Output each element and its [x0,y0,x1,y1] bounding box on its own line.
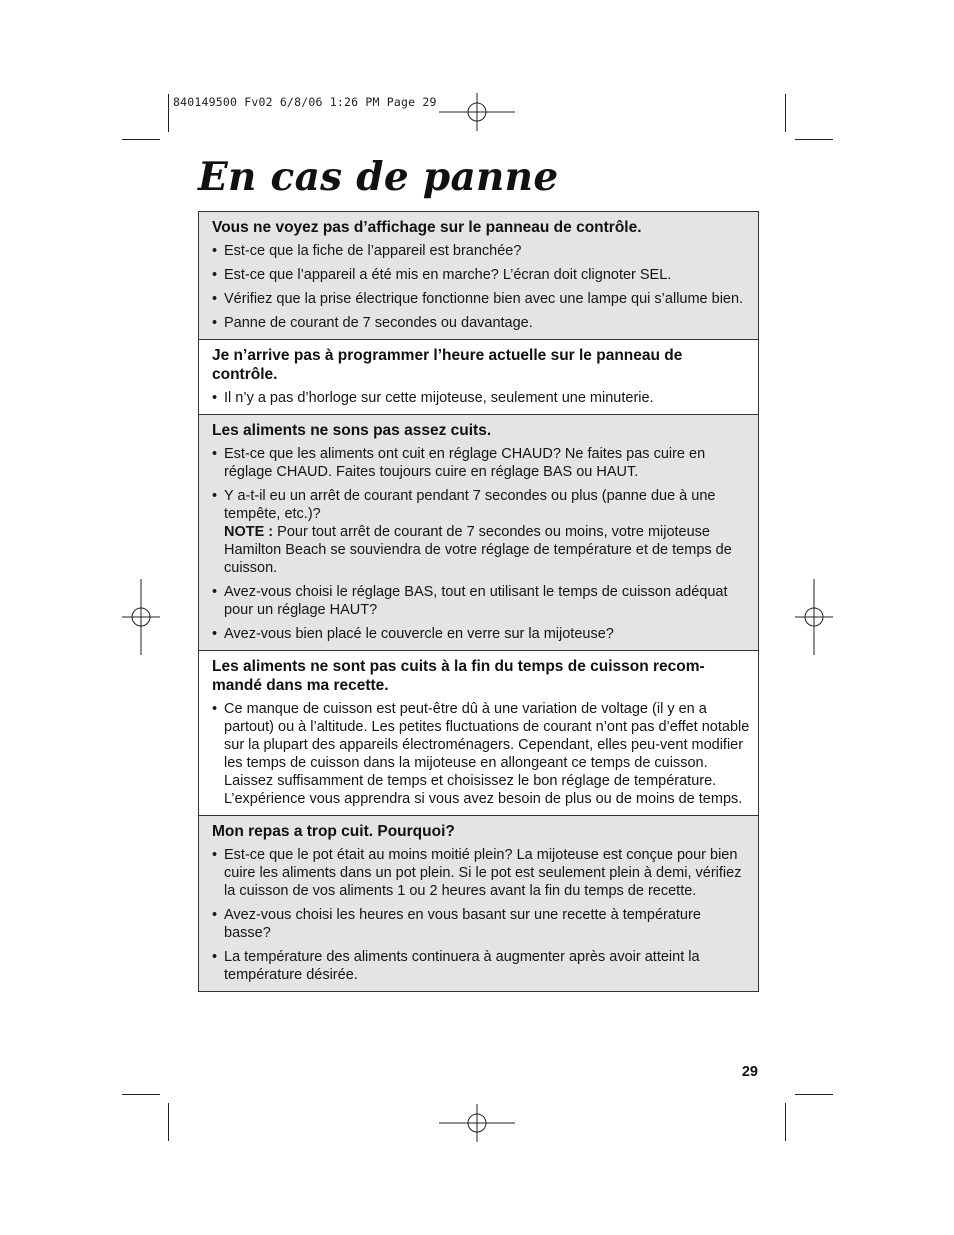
crop-mark [785,94,786,132]
list-item [212,625,750,643]
troubleshooting-table [198,211,759,992]
bullet-icon: • [212,907,218,923]
list-item [212,906,750,942]
list-item [212,266,750,284]
list-item-text: Est-ce que les aliments ont cuit en réglage CHAUD? Ne faites pas cuire en réglage CHAUD. Faites toujours cuire en réglage BAS ou HAUT. [224,446,706,480]
list-item-text: Avez-vous bien placé le couvercle en verre sur la mijoteuse? [224,626,614,642]
list-item-text: Ce manque de cuisson est peut-être dû à une variation de voltage (il y en a partout) ou à l’altitude. Les petites fluctuations de courant n’ont pas d’effet notable sur la plupart des appareils électroménagers. Cependant, elles peu-vent modifier les temps de cuisson dans la mijoteuse en allongeant ce temps de cuisson. Laissez suffisamment de temps et choisissez le bon réglage de température. L’expérience vous apprendra si vous avez besoin de plus ou de moins de temps. [224,701,750,807]
registration-mark-icon [795,579,833,655]
bullet-list [212,846,750,984]
crop-mark [122,1094,160,1095]
bullet-icon: • [212,315,218,331]
list-item [212,583,750,619]
list-item [212,242,750,260]
note [224,523,750,577]
crop-mark [168,1103,169,1141]
list-item [212,700,750,808]
bullet-list [212,700,750,808]
registration-mark-icon [122,579,160,655]
bullet-icon: • [212,243,218,259]
troubleshooting-section [199,414,758,650]
crop-mark [785,1103,786,1141]
crop-mark [795,1094,833,1095]
list-item [212,389,750,407]
print-slug: 840149500 Fv02 6/8/06 1:26 PM Page 29 [173,95,437,109]
registration-mark-icon [439,93,515,131]
note-label: NOTE : [224,524,274,540]
page-title: En cas de panne [198,154,559,200]
list-item-text: Avez-vous choisi le réglage BAS, tout en utilisant le temps de cuisson adéquat pour un réglage HAUT? [224,584,728,618]
bullet-icon: • [212,267,218,283]
note-text: Pour tout arrêt de courant de 7 secondes ou moins, votre mijoteuse Hamilton Beach se souviendra de votre réglage de température et de temps de cuisson. [224,524,732,576]
list-item-text: Panne de courant de 7 secondes ou davantage. [224,315,533,331]
section-heading: Vous ne voyez pas d’affichage sur le panneau de contrôle. [212,219,642,236]
crop-mark [795,139,833,140]
bullet-icon: • [212,291,218,307]
section-heading: Je n’arrive pas à programmer l’heure actuelle sur le panneau de contrôle. [212,347,683,383]
crop-mark [122,139,160,140]
list-item-text: Avez-vous choisi les heures en vous basant sur une recette à température basse? [224,907,701,941]
bullet-icon: • [212,626,218,642]
list-item [212,948,750,984]
list-item [212,314,750,332]
troubleshooting-section [199,815,758,991]
list-item-text: Est-ce que l’appareil a été mis en marche? L’écran doit clignoter SEL. [224,267,672,283]
list-item [212,445,750,481]
list-item [212,290,750,308]
section-heading: Les aliments ne sont pas cuits à la fin du temps de cuisson recom-mandé dans ma recette. [212,658,705,694]
list-item-text: Est-ce que la fiche de l’appareil est branchée? [224,243,522,259]
bullet-icon: • [212,847,218,863]
bullet-icon: • [212,949,218,965]
list-item-text: La température des aliments continuera à augmenter après avoir atteint la température désirée. [224,949,700,983]
list-item [212,487,750,577]
bullet-icon: • [212,390,218,406]
crop-mark [168,94,169,132]
registration-mark-icon [439,1104,515,1142]
list-item-text: Est-ce que le pot était au moins moitié plein? La mijoteuse est conçue pour bien cuire les aliments dans un pot plein. Si le pot est seulement plein à demi, vérifiez la cuisson de vos aliments 1 ou 2 heures avant la fin du temps de recette. [224,847,742,899]
bullet-list [212,389,750,407]
page-number: 29 [741,1064,758,1080]
bullet-list [212,445,750,643]
list-item-text: Y a-t-il eu un arrêt de courant pendant 7 secondes ou plus (panne due à une tempête, etc.)? [224,488,716,522]
section-heading: Les aliments ne sons pas assez cuits. [212,422,492,439]
list-item-text: Vérifiez que la prise électrique fonctionne bien avec une lampe qui s’allume bien. [224,291,744,307]
troubleshooting-section [199,212,758,339]
bullet-icon: • [212,584,218,600]
bullet-icon: • [212,701,218,717]
list-item-text: Il n’y a pas d’horloge sur cette mijoteuse, seulement une minuterie. [224,390,654,406]
bullet-icon: • [212,446,218,462]
list-item [212,846,750,900]
troubleshooting-section [199,650,758,815]
section-heading: Mon repas a trop cuit. Pourquoi? [212,823,455,840]
troubleshooting-section [199,339,758,414]
bullet-icon: • [212,488,218,504]
bullet-list [212,242,750,332]
